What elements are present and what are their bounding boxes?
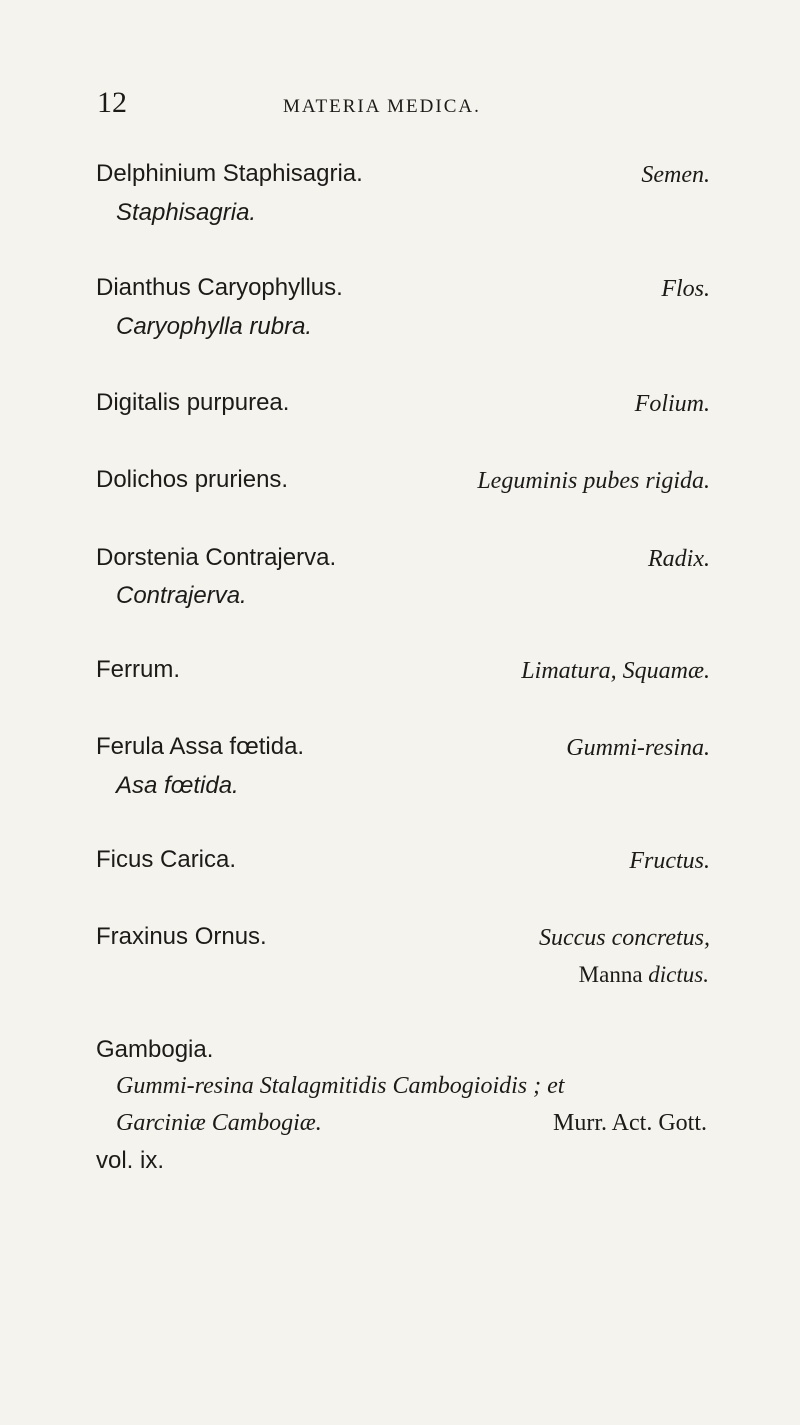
entry-name: Delphinium Staphisagria.: [96, 160, 363, 187]
gambogia-line-2: [116, 1110, 707, 1137]
page-number: 12: [97, 86, 127, 119]
entry-part-continuation: [579, 962, 709, 988]
entry-name: Dolichos pruriens.: [96, 466, 289, 493]
gambogia-line-1: [116, 1073, 564, 1100]
entry-name: Ferrum.: [96, 656, 180, 683]
gambogia-volume: vol. ix.: [96, 1147, 165, 1174]
gambogia-citation: Murr. Act. Gott.: [553, 1110, 707, 1136]
entry-name: Ficus Carica.: [96, 846, 237, 873]
entry-synonym: Staphisagria.: [116, 199, 257, 226]
entry-part: Limatura, Squamæ.: [521, 658, 710, 684]
entry-name: Fraxinus Ornus.: [96, 923, 267, 950]
entry-part: Fructus.: [629, 848, 710, 874]
entry-part-roman: Manna: [578, 962, 643, 987]
entry-part-italic: dictus.: [648, 962, 709, 987]
entry-part: Leguminis pubes rigida.: [477, 468, 710, 494]
entry-part: Semen.: [641, 162, 710, 188]
entry-name: Gambogia.: [96, 1036, 214, 1063]
running-head: MATERIA MEDICA.: [283, 96, 481, 117]
entry-name: Ferula Assa fœtida.: [96, 733, 305, 760]
entry-part: Gummi-resina.: [566, 735, 710, 761]
entry-part: Flos.: [661, 276, 710, 302]
entry-name: Dorstenia Contrajerva.: [96, 544, 337, 571]
entry-part: Succus concretus,: [538, 925, 710, 951]
entry-synonym: Contrajerva.: [116, 582, 247, 609]
entry-name: Digitalis purpurea.: [96, 389, 290, 416]
entry-synonym: Caryophylla rubra.: [116, 313, 313, 340]
entry-name: Dianthus Caryophyllus.: [96, 274, 343, 301]
entry-synonym: Asa fœtida.: [116, 772, 239, 799]
gambogia-species: Garciniæ Cambogiæ.: [116, 1110, 322, 1136]
entry-part: Folium.: [634, 391, 710, 417]
entry-part: Radix.: [648, 546, 710, 572]
gambogia-description: Gummi-resina Stalagmitidis Cambogioidis ; et: [116, 1073, 565, 1099]
